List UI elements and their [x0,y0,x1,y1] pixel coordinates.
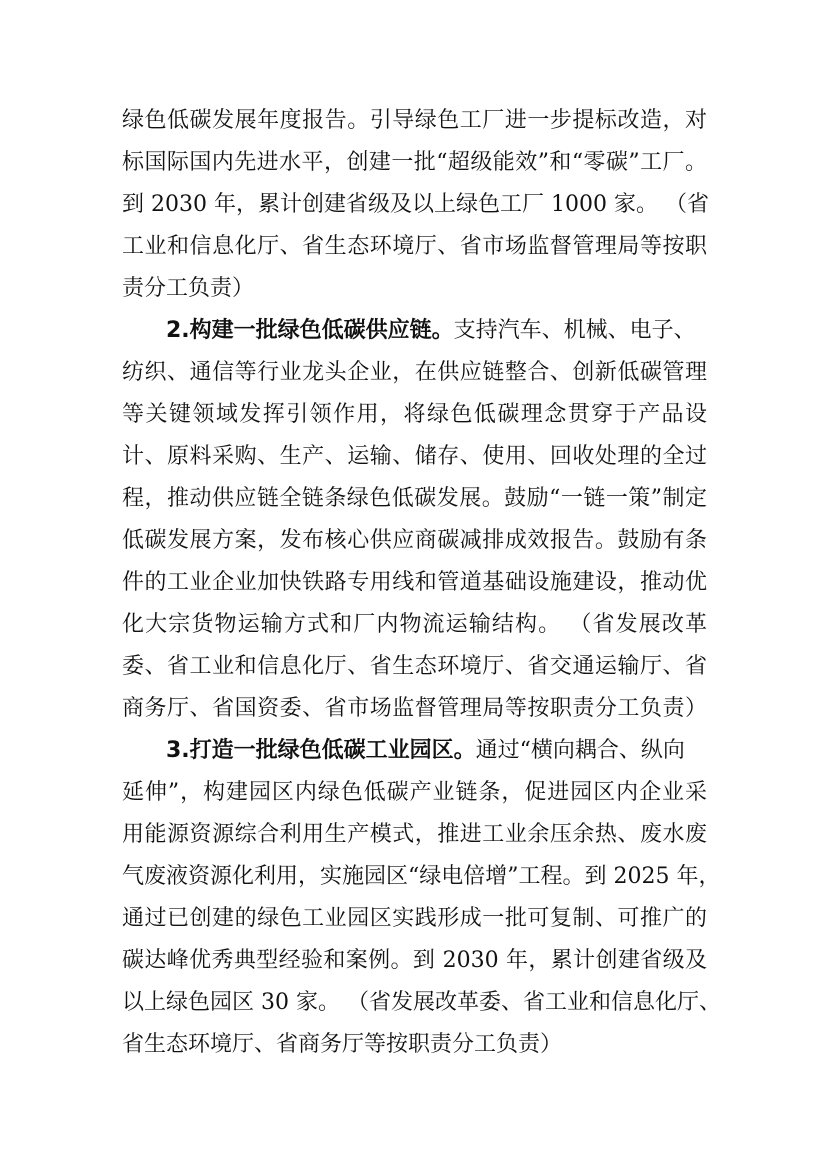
paragraph-line: 省生态环境厅、省商务厅等按职责分工负责） [122,1032,563,1057]
item3-first-line [166,730,707,772]
paragraph-line: 工业和信息化厅、省生态环境厅、省市场监督管理局等按职 [122,234,707,259]
paragraph-line: 以上绿色园区 30 家。 （省发展改革委、省工业和信息化厅、 [122,990,721,1015]
paragraph-line: 到 2030 年，累计创建省级及以上绿色工厂 1000 家。 （省 [122,192,709,217]
paragraph-line: 气废液资源化利用，实施园区“绿电倍增”工程。到 2025 年， [122,864,721,889]
paragraph-line: 通过已创建的绿色工业园区实践形成一批可复制、可推广的 [122,906,707,931]
paragraph-line: 标国际国内先进水平，创建一批“超级能效”和“零碳”工厂。 [122,150,707,175]
paragraph-line: 碳达峰优秀典型经验和案例。到 2030 年，累计创建省级及 [122,948,707,973]
item2-heading: 2.构建一批绿色低碳供应链。 [166,318,454,343]
paragraph-line: 延伸”，构建园区内绿色低碳产业链条，促进园区内企业采 [122,780,707,805]
paragraph-line: 商务厅、省国资委、省市场监督管理局等按职责分工负责） [122,696,707,721]
paragraph-line: 低碳发展方案，发布核心供应商碳减排成效报告。鼓励有条 [122,528,707,553]
paragraph-line: 件的工业企业加快铁路专用线和管道基础设施建设，推动优 [122,570,707,595]
paragraph-line: 计、原料采购、生产、运输、储存、使用、回收处理的全过 [122,444,707,469]
paragraph-line: 用能源资源综合利用生产模式，推进工业余压余热、废水废 [122,822,707,847]
paragraph-line: 绿色低碳发展年度报告。引导绿色工厂进一步提标改造，对 [122,108,707,133]
paragraph-line: 化大宗货物运输方式和厂内物流运输结构。 （省发展改革 [122,612,707,637]
item2-first-line [166,310,707,352]
item3-first-line-rest: 通过“横向耦合、纵向 [475,738,685,763]
item3-heading: 3.打造一批绿色低碳工业园区。 [166,738,476,763]
paragraph-line: 程，推动供应链全链条绿色低碳发展。鼓励“一链一策”制定 [122,486,707,511]
paragraph-line: 纺织、通信等行业龙头企业，在供应链整合、创新低碳管理 [122,360,707,385]
paragraph-line: 责分工负责） [122,276,255,301]
paragraph-line: 等关键领域发挥引领作用，将绿色低碳理念贯穿于产品设 [122,402,707,427]
item2-first-line-rest: 支持汽车、机械、电子、 [453,318,696,343]
paragraph-line: 委、省工业和信息化厅、省生态环境厅、省交通运输厅、省 [122,654,707,679]
